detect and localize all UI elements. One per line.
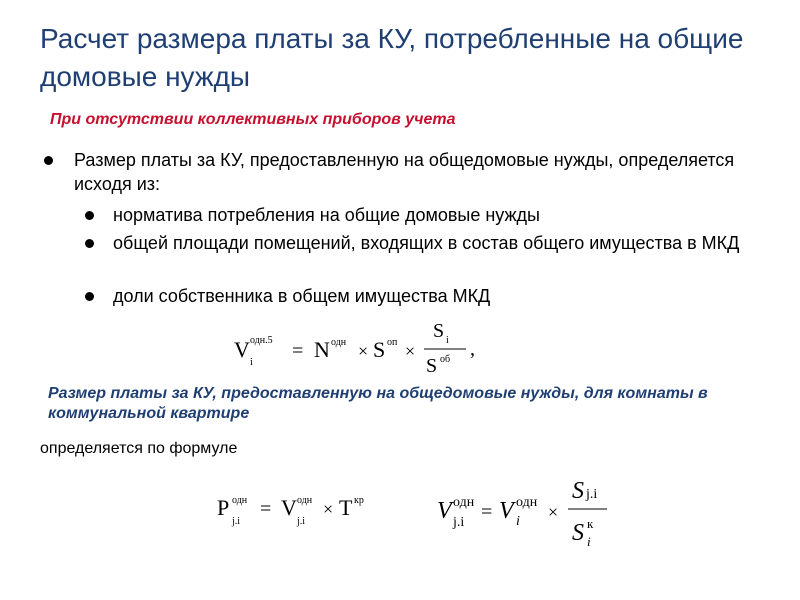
formula-subscript: i xyxy=(250,357,253,368)
formula-superscript: одн xyxy=(331,337,347,348)
bullet-item-text: доли собственника в общем имущества МКД xyxy=(113,286,491,306)
bullet-item-text: норматива потребления на общие домовые нужды xyxy=(113,205,540,225)
page-title: Расчет размера платы за КУ, потребленные на общие домовые нужды xyxy=(40,23,744,92)
formula-subscript: j.i xyxy=(453,515,465,530)
section-subtitle-communal: Размер платы за КУ, предоставленную на общедомовые нужды, для комнаты в коммунальной квартире xyxy=(48,385,708,422)
formula-subscript: j.i xyxy=(586,487,598,502)
formula-superscript: оп xyxy=(387,337,398,348)
bullet-main-text: Размер платы за КУ, предоставленную на общедомовые нужды, определяется исходя из: xyxy=(74,150,735,194)
formula-superscript: одн xyxy=(297,495,313,506)
formula-operator: = xyxy=(481,501,493,523)
bullet-item xyxy=(113,284,753,308)
formula-superscript: одн xyxy=(453,495,475,510)
bullet-main xyxy=(74,148,774,196)
formula-payment-room xyxy=(215,485,390,530)
bullet-item-text: общей площади помещений, входящих в состав общего имущества в МКД xyxy=(113,233,740,253)
formula-subscript: i xyxy=(587,534,591,549)
formula-superscript: об xyxy=(440,354,451,365)
formula-denominator: S xyxy=(426,355,438,375)
bullet-dot-icon xyxy=(44,156,53,165)
formula-operator: × xyxy=(323,499,334,519)
formula-subscript: i xyxy=(446,335,449,346)
formula-superscript: одн xyxy=(516,495,538,510)
formula-symbol: V xyxy=(234,337,250,362)
formula-operator: = xyxy=(260,498,272,520)
formula-symbol: V xyxy=(499,498,514,524)
formula-subscript: i xyxy=(516,514,520,529)
formula-volume-odn xyxy=(230,315,490,375)
formula-numerator: S xyxy=(572,478,584,504)
formula-operator: × xyxy=(405,341,416,361)
formula-superscript: одн xyxy=(232,495,248,506)
formula-symbol: V xyxy=(437,498,452,524)
formula-subscript: j.i xyxy=(297,516,306,527)
bullet-item xyxy=(113,231,753,255)
formula-symbol: P xyxy=(217,495,230,520)
formula-superscript: к xyxy=(587,516,594,531)
formula-operator: × xyxy=(358,341,369,361)
formula-note: определяется по формуле xyxy=(40,440,238,457)
bullet-dot-icon xyxy=(85,211,94,220)
formula-operator: = xyxy=(292,340,304,362)
formula-numerator: S xyxy=(433,320,445,342)
formula-superscript: одн.5 xyxy=(250,335,273,346)
formula-operator: × xyxy=(548,502,559,522)
formula-symbol: T xyxy=(339,495,353,520)
bullet-dot-icon xyxy=(85,292,94,301)
formula-denominator: S xyxy=(572,520,584,546)
formula-symbol: N xyxy=(314,337,330,362)
formula-subscript: j.i xyxy=(232,516,241,527)
formula-superscript: кр xyxy=(354,495,364,506)
formula-volume-room xyxy=(435,470,615,550)
formula-symbol: S xyxy=(373,337,386,362)
section-subtitle: При отсутствии коллективных приборов учета xyxy=(50,111,456,128)
bullet-item xyxy=(113,203,753,227)
formula-punctuation: , xyxy=(470,338,475,360)
formula-symbol: V xyxy=(281,495,297,520)
bullet-dot-icon xyxy=(85,239,94,248)
